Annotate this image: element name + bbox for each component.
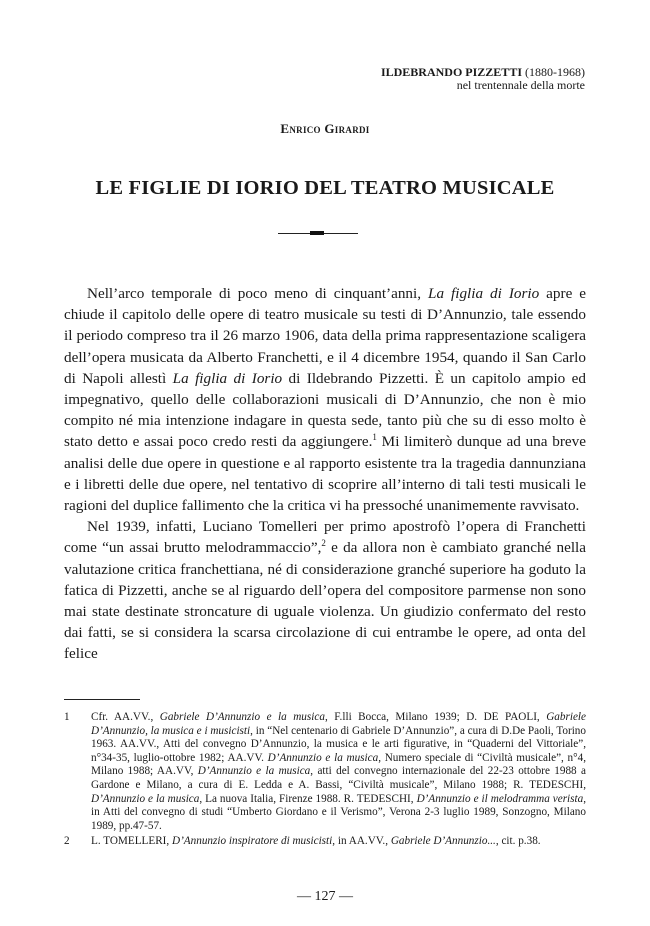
cited-title: D’Annunzio inspiratore di musicisti — [172, 835, 333, 848]
footnote-separator — [64, 699, 140, 700]
text-run: L. TOMELLERI, — [91, 835, 172, 848]
footnotes — [64, 711, 586, 851]
article-title: LE FIGLIE DI IORIO DEL TEATRO MUSICALE — [95, 177, 555, 199]
cited-title: Gabriele D’Annunzio e la musica — [159, 711, 325, 723]
cited-title: D’Annunzio e la musica — [91, 792, 200, 805]
text-run: , La nuova Italia, Firenze 1988. R. TEDESCHI, — [199, 792, 417, 805]
body-text — [64, 283, 586, 665]
text-run: , atti del convegno internazionale del 22-23 ottobre 1988 a Gardone e Milano, a cura di E. Ledda e A. Bassi, “Civiltà musicale”, Milano 1988; R. TEDESCHI, — [91, 765, 586, 791]
page-number: — 127 — — [297, 889, 353, 904]
paragraph-1 — [64, 283, 586, 516]
running-head — [381, 66, 585, 92]
text-run: , in “Nel centenario di Gabriele D’Annunzio”, a cura di D.De Paoli, Torino 1963. AA.VV., Atti del convegno D’Annunzio, la musica e le arti figurative, in “Quaderni del Vittoriale”, n°34-35, luglio-ottobre 1982; AA.VV. — [91, 724, 586, 764]
footnote-ref[interactable]: 1 — [372, 432, 377, 443]
cited-title: Gabriele D’Annunzio... — [390, 835, 496, 848]
text-run: , Numero speciale di “Civiltà musicale”, n°4, Milano 1988; AA.VV, — [91, 751, 586, 778]
text-run: Nell’arco temporale di poco meno di cinquant’anni, — [87, 285, 429, 302]
running-head-subtitle: nel trentennale della morte — [456, 78, 585, 92]
text-run: , F.lli Bocca, Milano 1939; D. DE PAOLI, — [324, 711, 547, 723]
footnote-number: 2 — [64, 835, 70, 848]
text-run: di Ildebrando Pizzetti. È un capitolo ampio ed impegnativo, quello delle collaborazioni musicali di D’Annunzio, che non è mio compito né mia intenzione indagare in questa sede, tanto più che su di esso molto è stato detto e assai poco credo resti da aggiungere. — [64, 369, 587, 451]
footnote-1 — [64, 711, 586, 833]
text-run: Nel 1939, infatti, Luciano Tomelleri per primo apostrofò l’opera di Franchetti come “un assai brutto melodrammaccio”, — [64, 518, 586, 557]
title-ornament-mark — [310, 231, 324, 235]
footnote-2 — [64, 835, 586, 849]
footnote-ref[interactable]: 2 — [321, 538, 326, 549]
cited-title: Gabriele D’Annunzio, la musica e i musicisti — [91, 711, 586, 737]
cited-title: D’Annunzio e il melodramma verista — [416, 792, 584, 805]
work-title: La figlia di Iorio — [428, 285, 540, 302]
text-run: Cfr. AA.VV., — [91, 711, 160, 723]
text-run: apre e chiude il capitolo delle opere di teatro musicale su testi di D’Annunzio, tale essendo il periodo compreso tra il 26 marzo 1906, data della prima rappresentazione scaligera dell’opera musicata da Alberto Franchetti, e il 4 dicembre 1954, quando il San Carlo di Napoli allestì — [64, 285, 587, 387]
paragraph-2 — [64, 516, 586, 664]
work-title: La figlia di Iorio — [172, 369, 283, 387]
running-head-years: (1880-1968) — [525, 65, 585, 79]
running-head-name: ILDEBRANDO PIZZETTI — [380, 65, 522, 79]
text-run: e da allora non è cambiato granché nella valutazione critica franchettiana, né di considerazione granché superiore ha goduto la fatica di Pizzetti, anche se al riguardo dell’opera del compositore parmense non sono mai state destinate stroncature di uguale violenza. Un giudizio confermato del resto dai fatti, se si considera la scarsa circolazione di cui entrambe le opere, ad onta del felice — [64, 539, 586, 663]
text-run: , in Atti del convegno di studi “Umberto Giordano e il Verismo”, Verona 2-3 luglio 1989, Sonzogno, Milano 1989, pp.47-57. — [91, 792, 587, 832]
text-run: , cit. p.38. — [495, 835, 541, 848]
text-run: Mi limiterò dunque ad una breve analisi delle due opere in questione e al rapporto esistente tra la tragedia dannunziana e i libretti delle due opere, nel tentativo di scoprire all’interno di tali testi musicali le ragioni del duplice fallimento che la critica vi ha pressoché unanimemente ravvisato. — [64, 433, 587, 515]
cited-title: D’Annunzio e la musica — [267, 751, 379, 764]
text-run: , in AA.VV., — [332, 835, 391, 848]
footnote-number: 1 — [64, 711, 70, 723]
author-name: Enrico Girardi — [280, 121, 370, 136]
cited-title: D’Annunzio e la musica — [197, 765, 311, 778]
